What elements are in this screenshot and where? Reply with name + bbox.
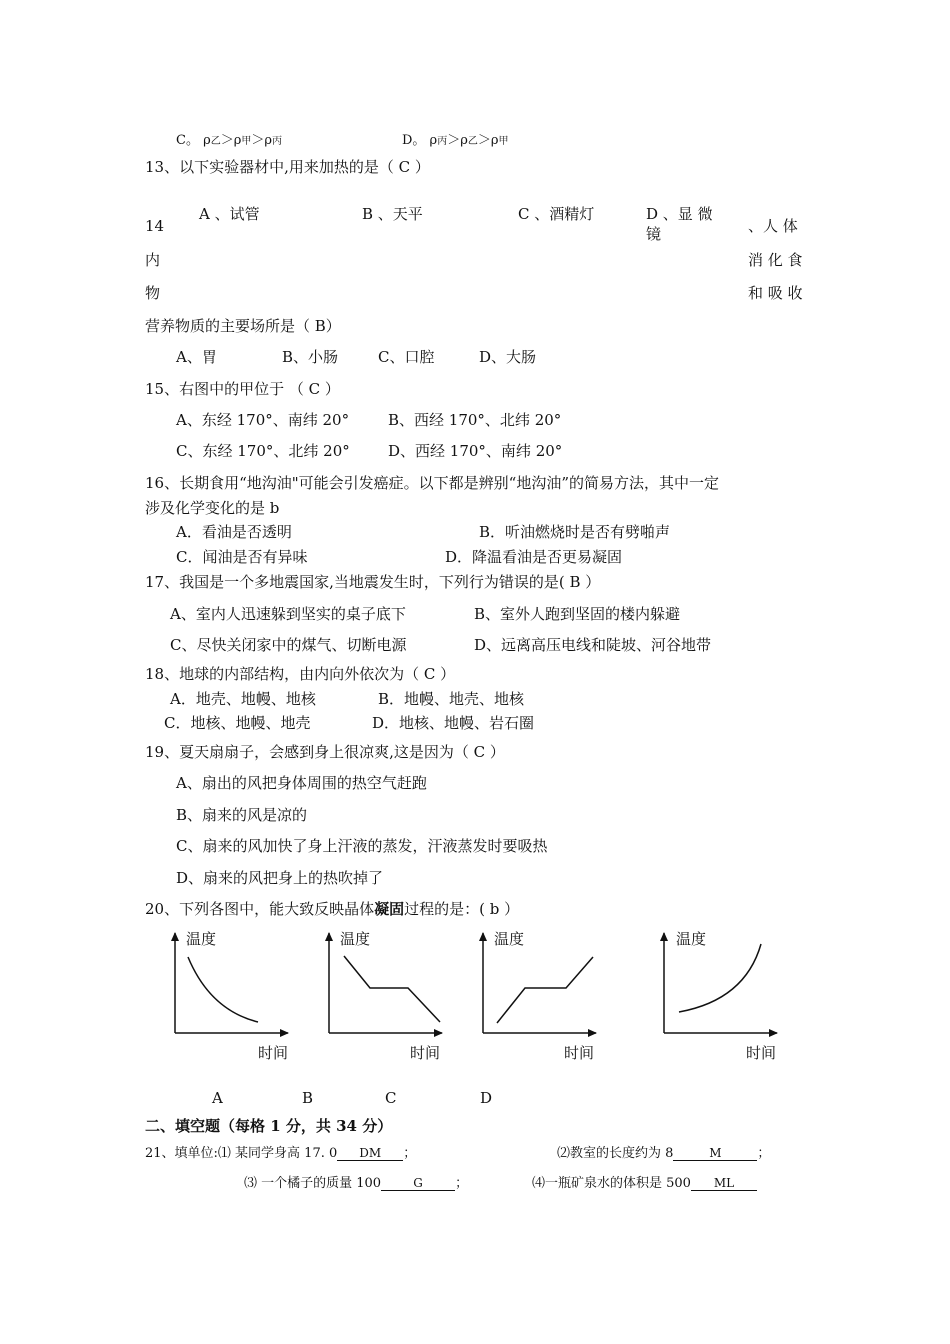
graph-d-xlabel: 时间 [746,1044,777,1062]
q18-stem: 18、地球的内部结构，由内向外依次为（ C ） [145,665,456,683]
graph-c-letter: C [385,1089,397,1107]
q21-line1-left: 21、填单位:⑴ 某同学身高 17. 0 DM ； [145,1146,417,1161]
q13-option-a: A 、试管 [199,205,260,223]
q16-option-c: C．闻油是否有异味 [176,548,308,566]
q13-option-d: D 、显 微 [646,205,713,223]
q21-answer-1: DM [337,1146,403,1161]
q18-option-c: C．地核、地幔、地壳 [164,714,311,732]
q18-option-a: A．地壳、地幔、地核 [170,690,316,708]
q16-option-d: D．降温看油是否更易凝固 [445,548,623,566]
q14-option-c: C、口腔 [378,348,435,366]
q13-option-b: B 、天平 [362,205,423,223]
q21-answer-3: G [381,1176,455,1191]
q17-option-b: B、室外人跑到坚固的楼内躲避 [474,605,681,623]
q14-right-2: 消 化 食 [748,251,803,269]
graph-c-xlabel: 时间 [564,1044,595,1062]
q12-option-d: D。 ρ丙＞ρ乙＞ρ甲 [402,133,509,148]
q21-line2-left: ⑶ 一个橘子的质量 100 G ； [244,1176,469,1191]
q15-option-b: B、西经 170°、北纬 20° [388,411,562,429]
q18-option-b: B．地幔、地壳、地核 [378,690,525,708]
graph-a-xlabel: 时间 [258,1044,289,1062]
graph-d-curve [679,944,761,1012]
q14-left-2: 内 [145,251,161,269]
q16-stem-line2: 涉及化学变化的是 b [145,499,280,517]
graph-d-letter: D [480,1089,493,1107]
q14-option-b: B、小肠 [282,348,339,366]
graph-c-curve [497,957,593,1023]
q16-option-a: A．看油是否透明 [176,523,292,541]
q17-stem: 17、我国是一个多地震国家,当地震发生时，下列行为错误的是( B ） [145,573,601,591]
q19-option-c: C、扇来的风加快了身上汗液的蒸发，汗液蒸发时要吸热 [176,837,548,855]
graph-d-ylabel: 温度 [676,930,707,948]
q21-answer-4: ML [691,1176,757,1191]
q15-stem: 15、右图中的甲位于 （ C ） [145,380,340,398]
q15-option-a: A、东经 170°、南纬 20° [176,411,350,429]
q19-option-a: A、扇出的风把身体周围的热空气赶跑 [176,774,427,792]
graph-a-curve [188,957,258,1022]
graph-b-xlabel: 时间 [410,1044,441,1062]
q13-option-d-cont: 镜 [646,225,662,243]
q14-option-d: D、大肠 [479,348,537,366]
graph-c-axes [483,933,596,1033]
q17-option-a: A、室内人迅速躲到坚实的桌子底下 [170,605,406,623]
graph-b-curve [344,956,440,1022]
q19-stem: 19、夏天扇扇子，会感到身上很凉爽,这是因为（ C ） [145,743,505,761]
q21-answer-2: M [673,1146,757,1161]
q14-left-3: 物 [145,284,161,302]
q19-option-d: D、扇来的风把身上的热吹掉了 [176,869,384,887]
graph-b-letter: B [302,1089,314,1107]
q15-option-d: D、西经 170°、南纬 20° [388,442,563,460]
graph-a-ylabel: 温度 [186,930,217,948]
q19-option-b: B、扇来的风是凉的 [176,806,308,824]
q12-option-c: C。 ρ乙＞ρ甲＞ρ丙 [176,133,283,148]
q16-option-b: B．听油燃烧时是否有劈啪声 [479,523,671,541]
q14-right-1: 、人 体 [748,217,798,235]
q18-option-d: D．地核、地幔、岩石圈 [372,714,535,732]
q21-line1-right: ⑵教室的长度约为 8 M ； [557,1146,771,1161]
graph-a-letter: A [212,1089,223,1107]
q20-stem: 20、下列各图中，能大致反映晶体凝固过程的是：( b ） [145,900,520,918]
q15-option-c: C、东经 170°、北纬 20° [176,442,350,460]
graph-a-axes [175,933,288,1033]
q17-option-c: C、尽快关闭家中的煤气、切断电源 [170,636,407,654]
q21-line2-right: ⑷一瓶矿泉水的体积是 500 ML [532,1175,757,1193]
graph-b-axes [329,933,442,1033]
section-2-title: 二、填空题（每格 1 分，共 34 分） [145,1117,393,1135]
q14-option-a: A、胃 [176,348,217,366]
q14-right-3: 和 吸 收 [748,284,803,302]
q13-option-c: C 、酒精灯 [518,205,595,223]
q17-option-d: D、远离高压电线和陡坡、河谷地带 [474,636,712,654]
q16-stem-line1: 16、长期食用“地沟油"可能会引发癌症。以下都是辨别“地沟油”的简易方法，其中一定 [145,474,719,492]
q13-stem: 13、以下实验器材中,用来加热的是（ C ） [145,158,430,176]
graph-c-ylabel: 温度 [494,930,525,948]
graph-b-ylabel: 温度 [340,930,371,948]
q14-left-1: 14 [145,217,165,235]
q14-stem: 营养物质的主要场所是（ B） [145,317,341,335]
